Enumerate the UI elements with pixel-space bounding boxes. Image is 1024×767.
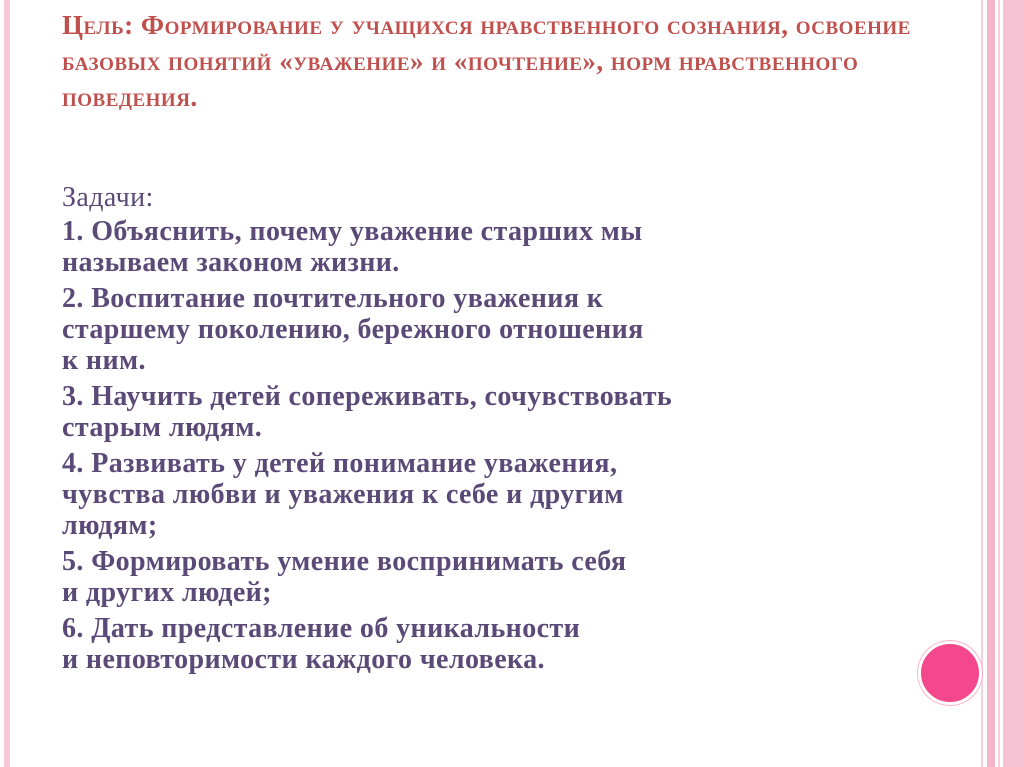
task-item [62, 613, 922, 675]
task-item [62, 381, 922, 443]
task-line: 1. Объяснить, почему уважение старших мы [62, 216, 643, 247]
task-line: 6. Дать представление об уникальности [62, 613, 581, 644]
task-line: 4. Развивать у детей понимание уважения, [62, 448, 618, 479]
tasks-list [62, 216, 922, 675]
pink-circle-ornament [918, 641, 982, 705]
task-line: 2. Воспитание почтительного уважения к [62, 283, 604, 314]
task-line: к ним. [62, 345, 146, 376]
task-item [62, 546, 922, 608]
left-decorative-stripe [4, 0, 10, 767]
task-line: 5. Формировать умение воспринимать себя [62, 546, 627, 577]
tasks-section [62, 182, 922, 680]
task-line: старшему поколению, бережного отношения [62, 314, 644, 345]
task-line: людям; [62, 510, 158, 541]
right-decorative-stripe [1003, 0, 1024, 767]
right-decorative-stripe [981, 0, 983, 767]
task-item [62, 283, 922, 376]
task-item [62, 448, 922, 541]
right-decorative-stripe [987, 0, 995, 767]
task-line: старым людям. [62, 412, 263, 443]
right-decorative-stripe [998, 0, 1000, 767]
task-line: 3. Научить детей сопереживать, сочувствовать [62, 381, 673, 412]
task-line: называем законом жизни. [62, 247, 400, 278]
task-line: и неповторимости каждого человека. [62, 644, 545, 675]
tasks-heading: Задачи: [62, 182, 154, 213]
task-line: и других людей; [62, 577, 272, 608]
task-line: чувства любви и уважения к себе и другим [62, 479, 624, 510]
slide-goal-title: Цель: Формирование у учащихся нравственного сознания, освоение базовых понятий «уважение» и «почтение», норм нравственного поведения. [62, 10, 911, 112]
task-item [62, 216, 922, 278]
